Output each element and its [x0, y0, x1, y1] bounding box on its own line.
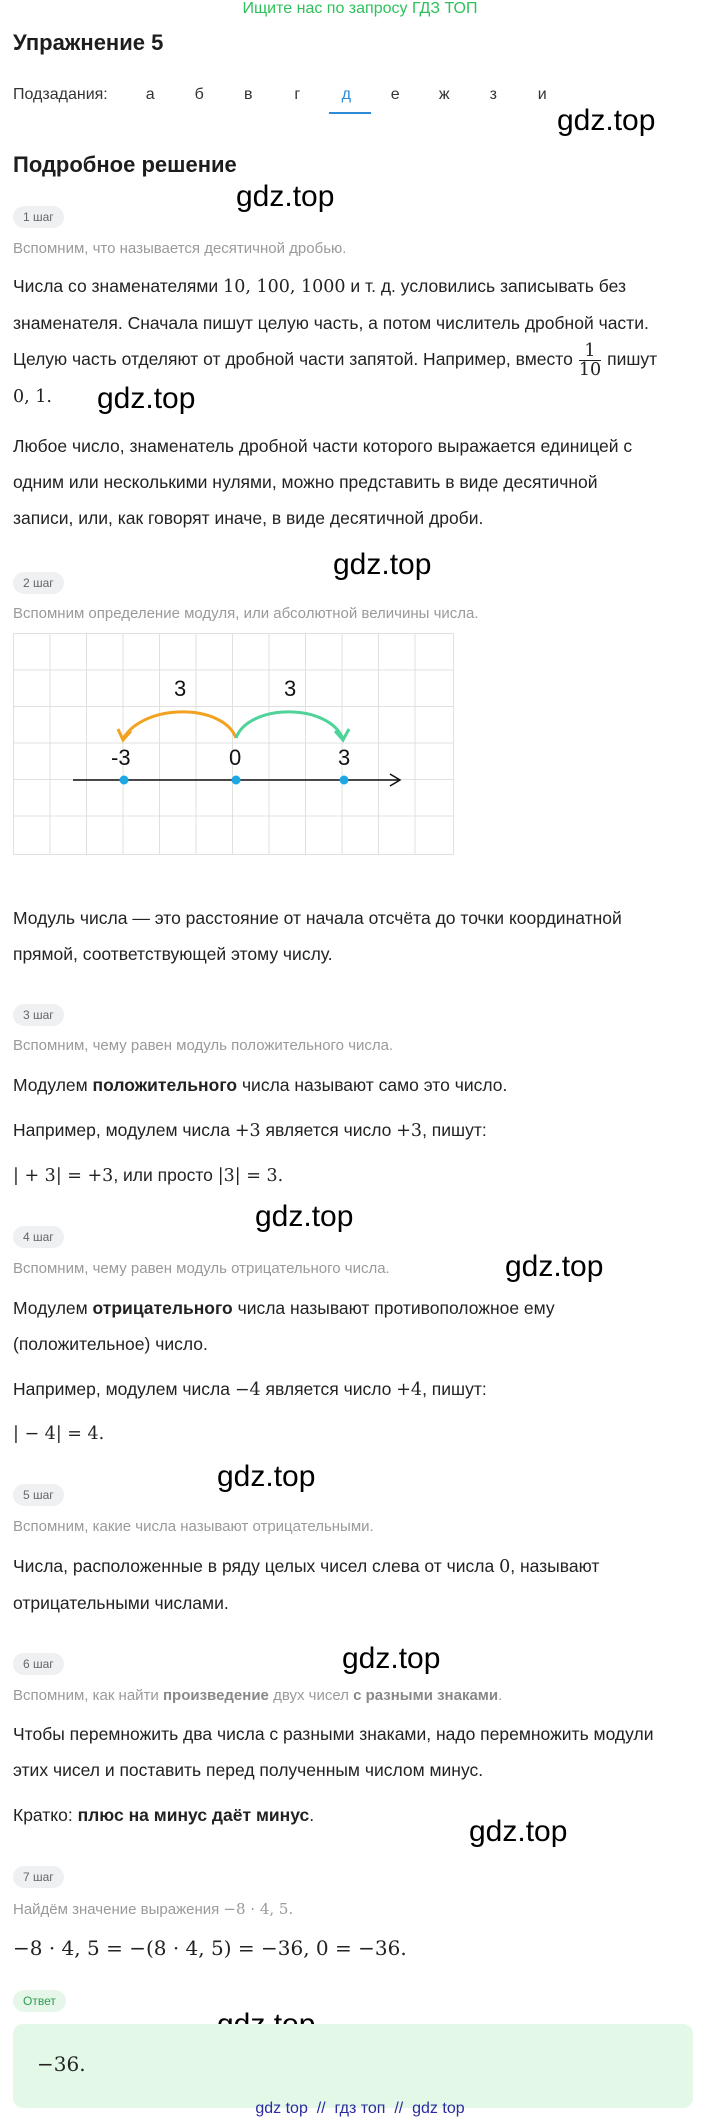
step-badge: 7 шаг	[13, 1866, 64, 1888]
number-line-figure	[13, 633, 454, 855]
step-badge: 4 шаг	[13, 1226, 64, 1248]
jump-label-right: 3	[284, 676, 297, 701]
step-hint: Вспомним определение модуля, или абсолютной величины числа.	[13, 605, 479, 622]
step-text: Любое число, знаменатель дробной части которого выражается единицей с одним или несколькими нулями, можно представить в виде десятичной записи, или, как говорят иначе, в виде десятичной дроби.	[13, 436, 633, 528]
tab-a[interactable]: а	[145, 86, 155, 103]
tab-v[interactable]: в	[243, 86, 253, 103]
step-text: Модуль числа — это расстояние от начала отсчёта до точки координатной прямой, соответствующей этому числу.	[13, 908, 622, 964]
point-zero	[232, 776, 241, 785]
answer-box	[13, 2024, 693, 2108]
tab-z[interactable]: з	[489, 86, 497, 103]
step-badge: 3 шаг	[13, 1004, 64, 1026]
right-jump-arc	[236, 712, 343, 739]
footer-links[interactable]: gdz top // гдз топ // gdz top	[255, 2100, 465, 2117]
tab-e[interactable]: е	[390, 86, 400, 103]
step-text: | − 4| = 4.	[13, 1424, 105, 1444]
step-hint: Вспомним, какие числа называют отрицательными.	[13, 1518, 374, 1535]
step-text: Модулем отрицательного числа называют противоположное ему (положительное) число.	[13, 1298, 555, 1354]
step-badge: 5 шаг	[13, 1484, 64, 1506]
step-text: Чтобы перемножить два числа с разными знаками, надо перемножить модули этих чисел и поставить перед полученным числом минус.	[13, 1724, 654, 1780]
solution-heading: Подробное решение	[13, 152, 237, 177]
step-text: Модулем положительного числа называют само это число.	[13, 1075, 508, 1095]
final-equation: −8 · 4, 5 = −(8 · 4, 5) = −36, 0 = −36.	[13, 1936, 407, 1960]
jump-label-left: 3	[174, 676, 187, 701]
watermark: gdz.top	[217, 1460, 316, 1493]
answer-value: −36.	[37, 2052, 86, 2076]
tab-d[interactable]: д	[341, 86, 351, 103]
watermark: gdz.top	[97, 382, 196, 415]
tab-b[interactable]: б	[194, 86, 204, 103]
label-plus3: 3	[338, 745, 351, 770]
left-jump-arc	[123, 712, 236, 739]
watermark: gdz.top	[342, 1642, 441, 1675]
step-hint: Найдём значение выражения −8 · 4, 5.	[13, 1900, 294, 1918]
step-hint: Вспомним, чему равен модуль отрицательного числа.	[13, 1260, 390, 1277]
promo-link[interactable]: Ищите нас по запросу ГДЗ ТОП	[242, 0, 478, 17]
point-plus3	[340, 776, 349, 785]
fraction: $\frac{1}{10}$	[578, 340, 602, 380]
tab-g[interactable]: г	[294, 86, 301, 103]
step-text: Числа, расположенные в ряду целых чисел слева от числа 0, называют отрицательными числами.	[13, 1556, 600, 1613]
active-tab-indicator	[329, 112, 371, 114]
watermark: gdz.top	[469, 1815, 568, 1848]
watermark: gdz.top	[557, 104, 656, 137]
step-badge: 2 шаг	[13, 572, 64, 594]
watermark: gdz.top	[236, 180, 335, 213]
step-badge: 6 шаг	[13, 1653, 64, 1675]
step-hint: Вспомним, чему равен модуль положительного числа.	[13, 1037, 394, 1054]
step-hint: Вспомним, что называется десятичной дробью.	[13, 240, 347, 257]
label-zero: 0	[229, 745, 242, 770]
step-text: | + 3| = +3, или просто |3| = 3.	[13, 1165, 284, 1186]
step-text: Кратко: плюс на минус даёт минус.	[13, 1805, 315, 1825]
step-hint: Вспомним, как найти произведение двух чисел с разными знаками.	[13, 1687, 503, 1704]
answer-badge: Ответ	[13, 1990, 66, 2012]
page-title: Упражнение 5	[13, 30, 164, 55]
watermark: gdz.top	[505, 1250, 604, 1283]
step-text: Например, модулем числа −4 является число +4, пишут:	[13, 1379, 487, 1400]
step-text: Числа со знаменателями 10, 100, 1000 и т. д. условились записывать без знаменателя. Сначала пишут целую часть, а потом числитель дробной части. Целую часть отделяют от дробной части запятой. Например, вместо $\frac{1}{10}$ пишут 0, 1.	[13, 276, 658, 407]
tab-i[interactable]: и	[537, 86, 547, 103]
label-minus3: -3	[111, 745, 131, 770]
watermark: gdz.top	[255, 1200, 354, 1233]
point-minus3	[120, 776, 129, 785]
step-text: Например, модулем числа +3 является число +3, пишут:	[13, 1120, 487, 1141]
grid	[13, 633, 454, 855]
subtasks-label: Подзадания:	[13, 86, 108, 103]
subtasks-bar	[13, 86, 567, 104]
watermark: gdz.top	[333, 548, 432, 581]
step-badge: 1 шаг	[13, 206, 64, 228]
tab-zh[interactable]: ж	[438, 86, 450, 103]
